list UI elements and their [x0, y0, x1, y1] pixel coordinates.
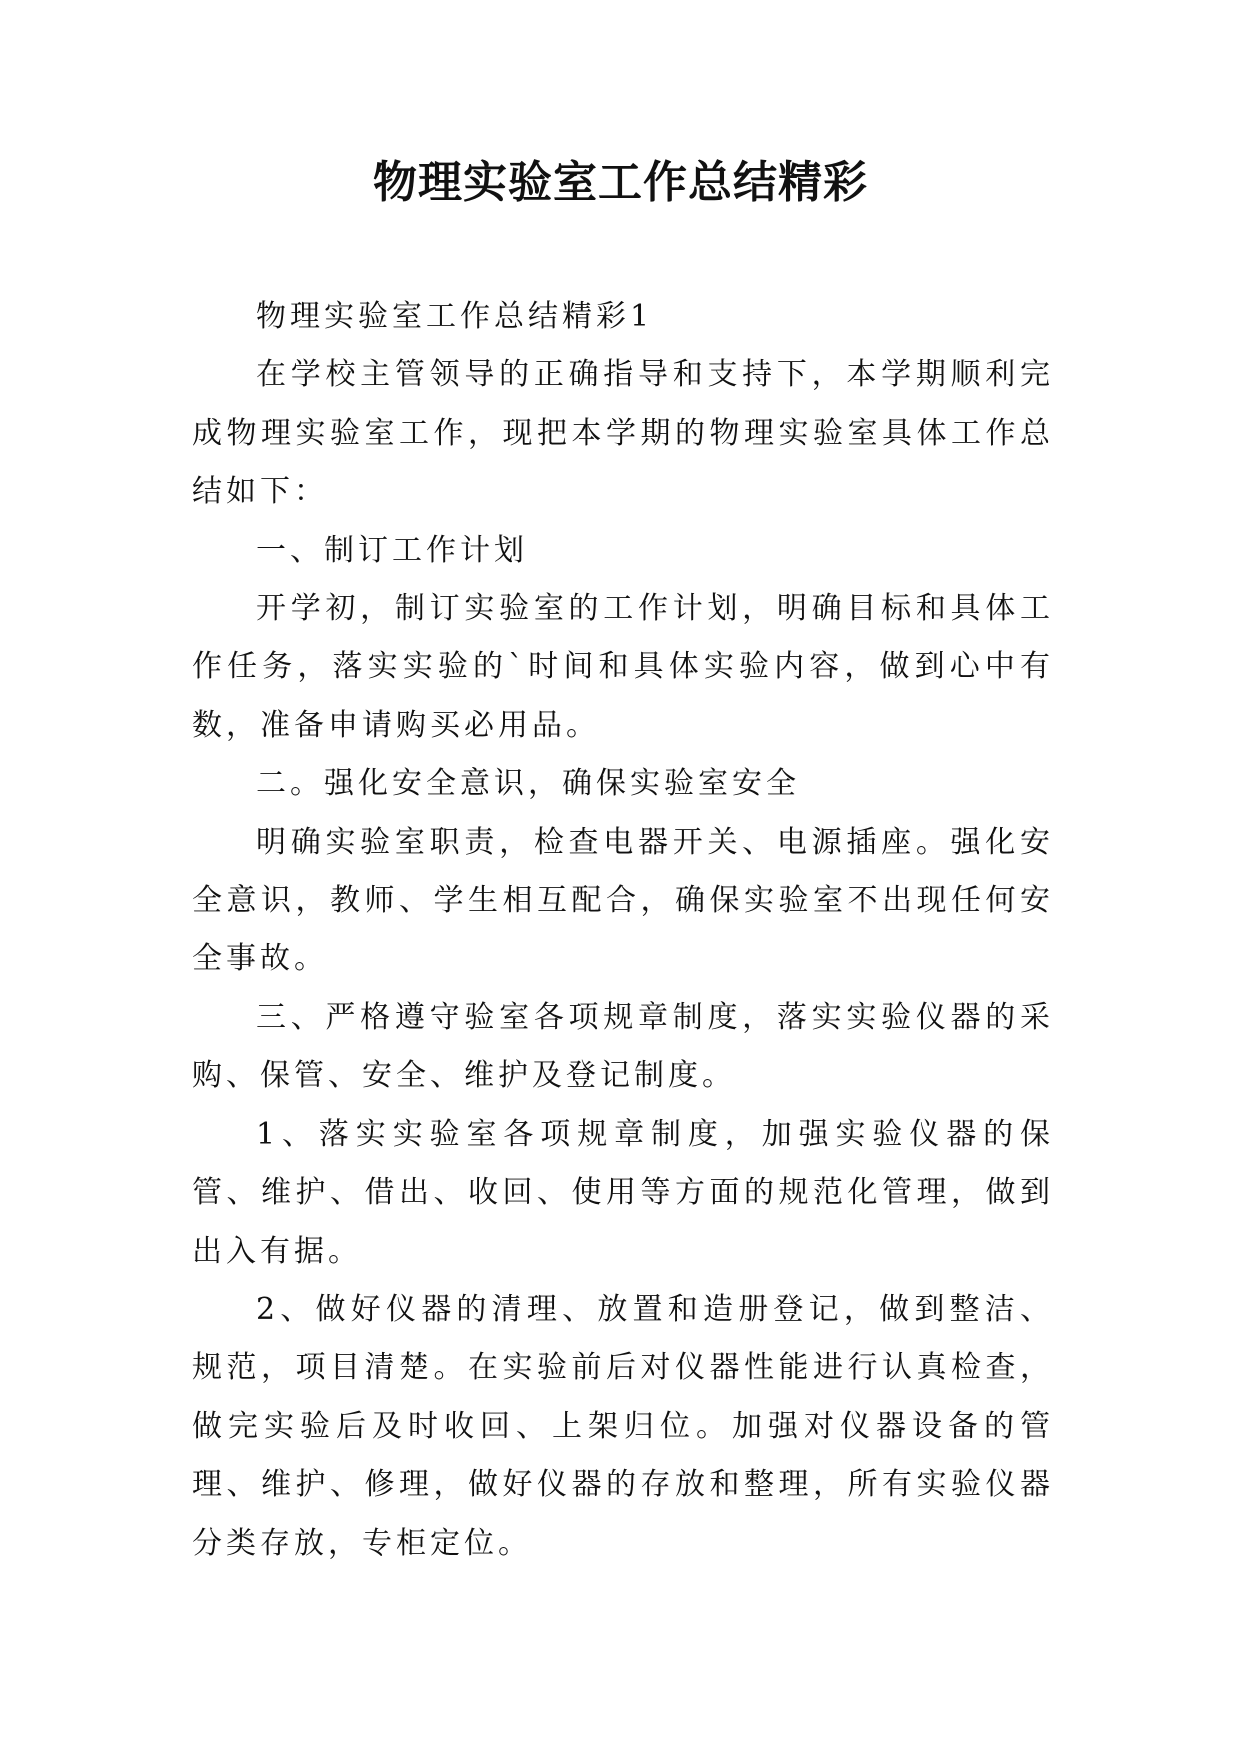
- paragraph-item-2: 2、做好仪器的清理、放置和造册登记，做到整洁、规范，项目清楚。在实验前后对仪器性能进行认真检查，做完实验后及时收回、上架归位。加强对仪器设备的管理、维护、修理，做好仪器的存放和整理，所有实验仪器分类存放，专柜定位。: [192, 1291, 1054, 1561]
- intro-paragraph: 在学校主管领导的正确指导和支持下，本学期顺利完成物理实验室工作，现把本学期的物理实验室具体工作总结如下：: [192, 357, 1054, 510]
- heading-safety: 二。强化安全意识，确保实验室安全: [256, 766, 800, 802]
- paragraph-safety: 明确实验室职责，检查电器开关、电源插座。强化安全意识，教师、学生相互配合，确保实验室不出现任何安全事故。: [192, 824, 1054, 977]
- heading-regulations: 三、严格遵守验室各项规章制度，落实实验仪器的采购、保管、安全、维护及登记制度。: [192, 999, 1054, 1094]
- paragraph-item-1: 1、落实实验室各项规章制度，加强实验仪器的保管、维护、借出、收回、使用等方面的规范化管理，做到出入有据。: [192, 1116, 1054, 1269]
- document-body: [192, 288, 1054, 1573]
- heading-work-plan: 一、制订工作计划: [256, 532, 528, 568]
- paragraph-work-plan: 开学初，制订实验室的工作计划，明确目标和具体工作任务，落实实验的`时间和具体实验内容，做到心中有数，准备申请购买必用品。: [192, 591, 1054, 743]
- section-heading: 物理实验室工作总结精彩1: [256, 299, 654, 334]
- document-title: 物理实验室工作总结精彩: [373, 157, 868, 208]
